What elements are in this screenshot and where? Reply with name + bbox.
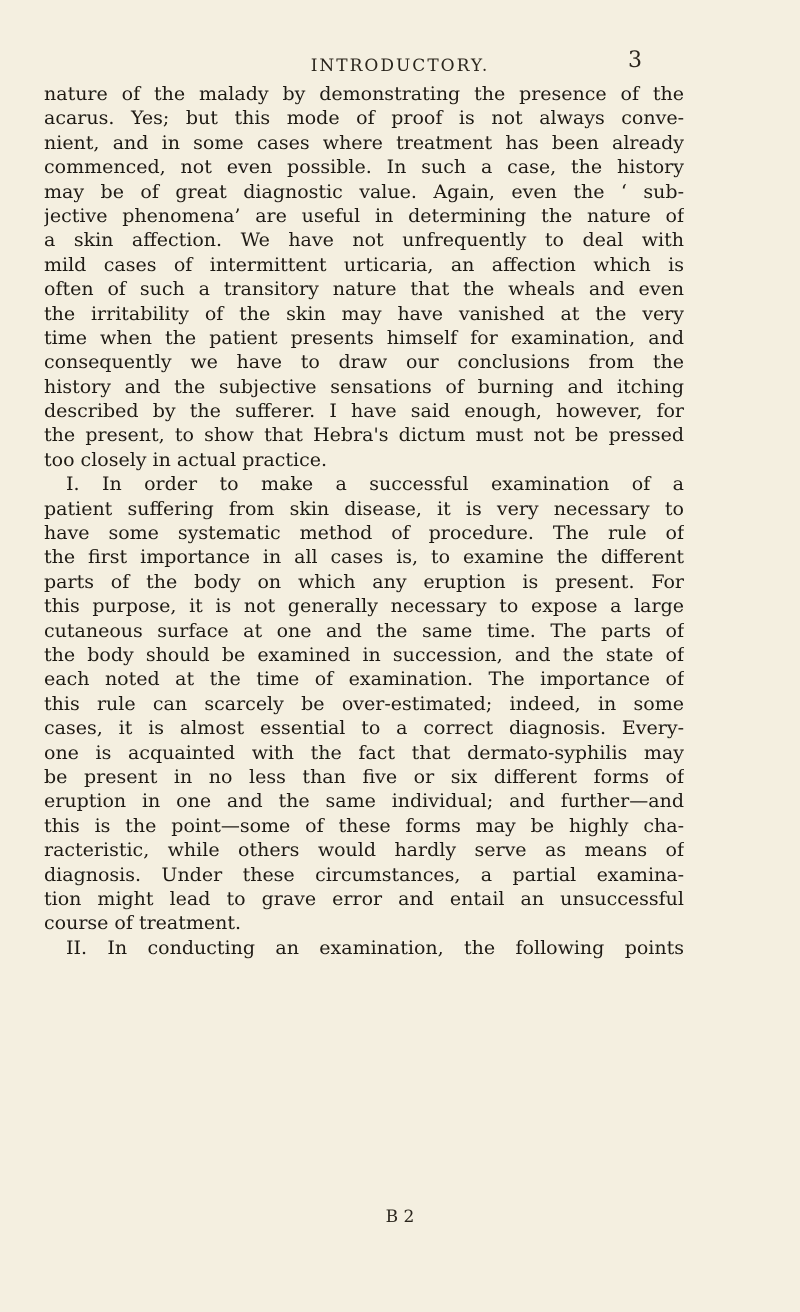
text-line: cases, it is almost essential to a correct diagnosis. Every- <box>44 717 684 740</box>
text-line: parts of the body on which any eruption is present. For <box>44 570 684 593</box>
text-line: course of treatment. <box>44 912 242 935</box>
text-line: the first importance in all cases is, to examine the different <box>44 546 684 569</box>
text-line: history and the subjective sensations of burning and itching <box>44 375 684 398</box>
body-text <box>44 82 684 960</box>
text-line: this rule can scarcely be over-estimated; indeed, in some <box>44 692 684 715</box>
text-line: be present in no less than five or six different forms of <box>44 765 684 788</box>
text-line: diagnosis. Under these circumstances, a partial examina- <box>44 863 684 886</box>
text-line: this is the point—some of these forms may be highly cha- <box>44 814 684 837</box>
text-line: one is acquainted with the fact that dermato-syphilis may <box>44 741 684 764</box>
text-line: the body should be examined in succession, and the state of <box>44 643 684 666</box>
text-line: have some systematic method of procedure. The rule of <box>44 522 684 545</box>
text-line: patient suffering from skin disease, it is very necessary to <box>44 497 684 520</box>
text-line: jective phenomena’ are useful in determining the nature of <box>44 204 684 227</box>
text-line: consequently we have to draw our conclusions from the <box>44 351 684 374</box>
page-number: 3 <box>628 48 642 73</box>
text-line: racteristic, while others would hardly serve as means of <box>44 839 684 862</box>
text-line: nient, and in some cases where treatment has been already <box>44 131 684 154</box>
text-line: nature of the malady by demonstrating the presence of the <box>44 83 684 105</box>
text-line: acarus. Yes; but this mode of proof is not always conve- <box>44 107 684 130</box>
running-head: INTRODUCTORY. <box>310 56 490 76</box>
text-line: often of such a transitory nature that the wheals and even <box>44 278 684 301</box>
text-line: commenced, not even possible. In such a case, the history <box>44 156 684 179</box>
section-heading-line: I. In order to make a successful examination of a <box>66 473 684 496</box>
text-line: this purpose, it is not generally necessary to expose a large <box>44 595 684 618</box>
text-line: may be of great diagnostic value. Again, even the ‘ sub- <box>44 180 684 203</box>
section-heading-line: II. In conducting an examination, the following points <box>66 936 684 959</box>
text-line: cutaneous surface at one and the same time. The parts of <box>44 619 684 642</box>
text-line: mild cases of intermittent urticaria, an affection which is <box>44 253 684 276</box>
text-line: time when the patient presents himself for examination, and <box>44 326 684 349</box>
signature-mark: B 2 <box>385 1207 415 1227</box>
text-line: the irritability of the skin may have vanished at the very <box>44 302 684 325</box>
text-line: described by the sufferer. I have said enough, however, for <box>44 400 684 423</box>
text-line: the present, to show that Hebra's dictum must not be pressed <box>44 424 684 447</box>
text-line: too closely in actual practice. <box>44 448 328 471</box>
text-line: tion might lead to grave error and entail an unsuccessful <box>44 887 684 910</box>
text-line: eruption in one and the same individual; and further—and <box>44 790 684 813</box>
text-line: each noted at the time of examination. The importance of <box>44 668 684 691</box>
text-line: a skin affection. We have not unfrequently to deal with <box>44 229 684 252</box>
